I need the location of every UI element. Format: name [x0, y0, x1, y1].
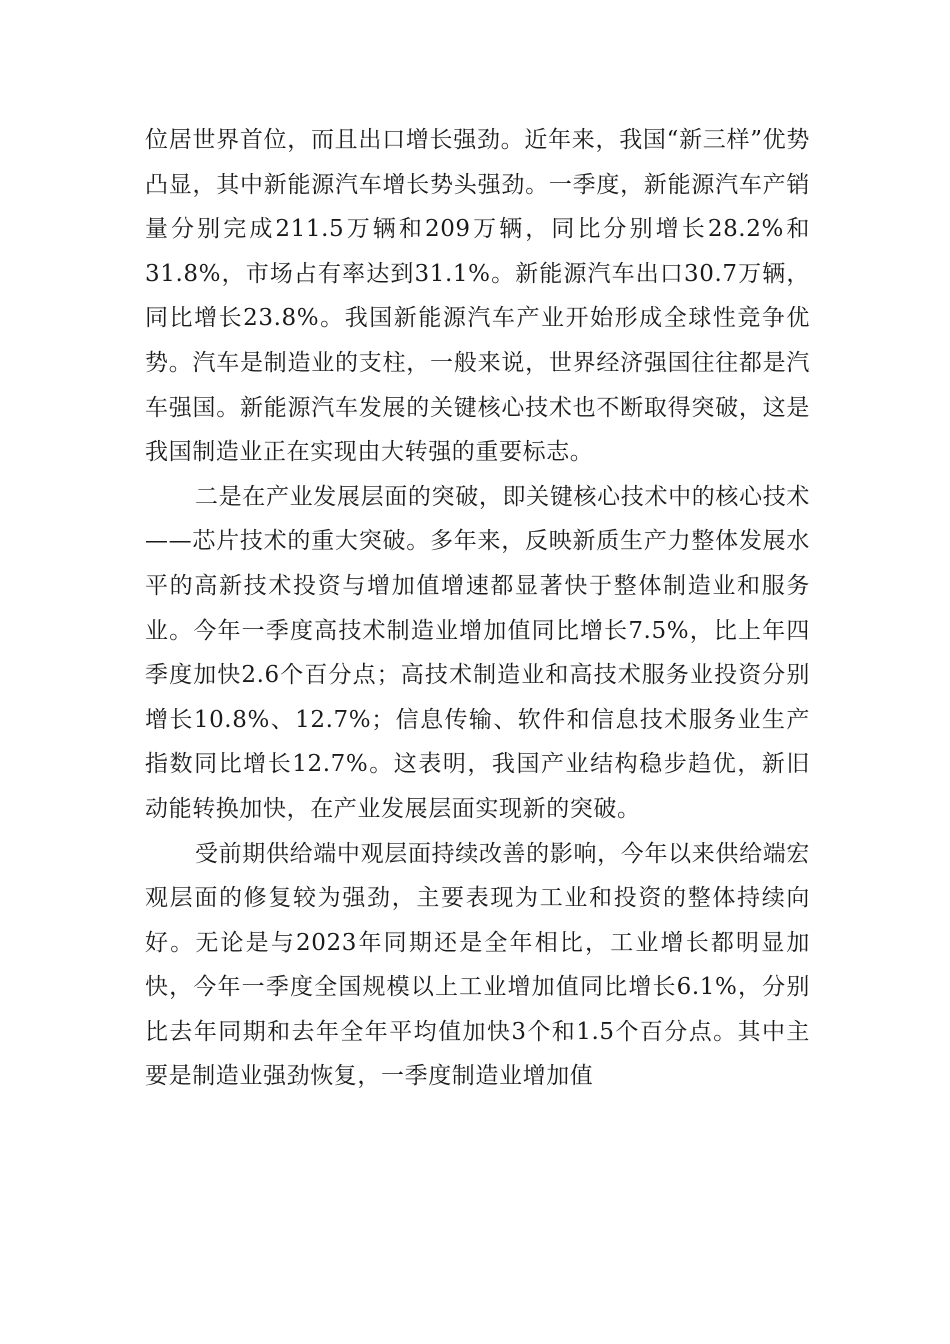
paragraph-2: 二是在产业发展层面的突破，即关键核心技术中的核心技术——芯片技术的重大突破。多年来，反映新质生产力整体发展水平的高新技术投资与增加值增速都显著快于整体制造业和服务业。今年一季度高技术制造业增加值同比增长7.5%，比上年四季度加快2.6个百分点；高技术制造业和高技术服务业投资分别增长10.8%、12.7%；信息传输、软件和信息技术服务业生产指数同比增长12.7%。这表明，我国产业结构稳步趋优，新旧动能转换加快，在产业发展层面实现新的突破。 [145, 483, 810, 822]
paragraph-3: 受前期供给端中观层面持续改善的影响，今年以来供给端宏观层面的修复较为强劲，主要表现为工业和投资的整体持续向好。无论是与2023年同期还是全年相比，工业增长都明显加快，今年一季度全国规模以上工业增加值同比增长6.1%，分别比去年同期和去年全年平均值加快3个和1.5个百分点。其中主要是制造业强劲恢复，一季度制造业增加值 [145, 840, 810, 1090]
body-text [145, 118, 810, 1099]
paragraph-1: 位居世界首位，而且出口增长强劲。近年来，我国“新三样”优势凸显，其中新能源汽车增长势头强劲。一季度，新能源汽车产销量分别完成211.5万辆和209万辆，同比分别增长28.2%和31.8%，市场占有率达到31.1%。新能源汽车出口30.7万辆，同比增长23.8%。我国新能源汽车产业开始形成全球性竞争优势。汽车是制造业的支柱，一般来说，世界经济强国往往都是汽车强国。新能源汽车发展的关键核心技术也不断取得突破，这是我国制造业正在实现由大转强的重要标志。 [145, 127, 810, 466]
